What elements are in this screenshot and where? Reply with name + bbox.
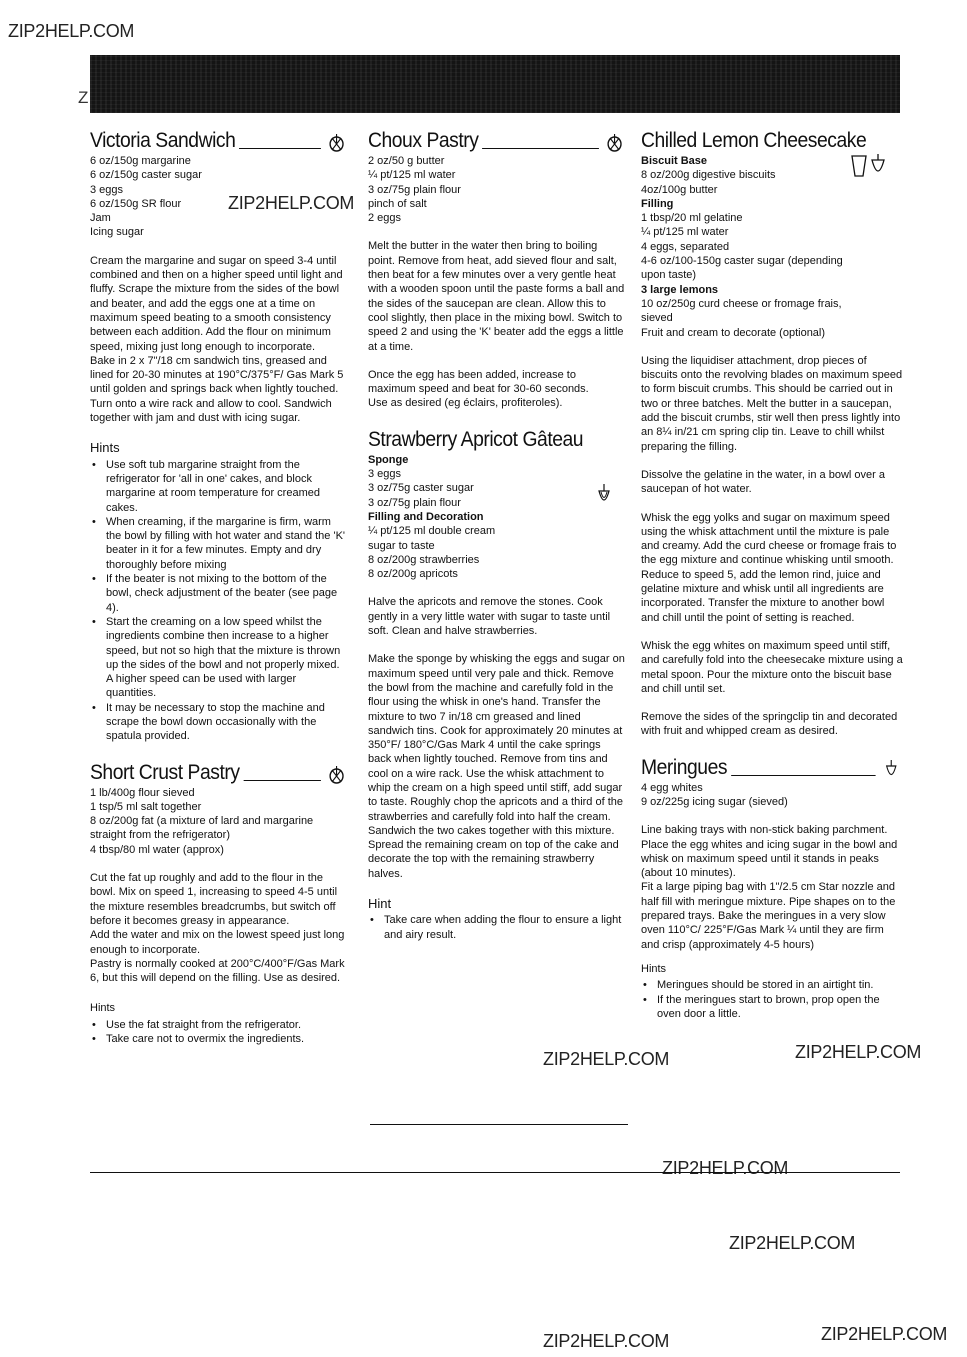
liquidiser-icon <box>848 152 892 180</box>
ingredient: 8 oz/200g strawberries <box>368 553 480 566</box>
watermark: ZIP2HELP.COM <box>729 1233 856 1253</box>
method-paragraph: Fit a large piping bag with 1"/2.5 cm Star nozzle and half fill with meringue mixture. Pipe shapes on to the prepared trays. Bake the meringues in a very slow oven 110°C/ 225°F/Gas Mark ¼ until they are firm and crisp (approximately 4-5 hours) <box>641 881 896 951</box>
recipe-title-shortcrust: Short Crust Pastry <box>90 760 346 786</box>
ingredient: 2 eggs <box>368 212 402 225</box>
hints-list <box>90 1018 348 1047</box>
ingredient: 1 tbsp/20 ml gelatine <box>641 212 743 225</box>
divider <box>370 1124 628 1125</box>
watermark: ZIP2HELP.COM <box>821 1324 948 1344</box>
ingredient: straight from the refrigerator) <box>90 829 230 842</box>
ingredient: 6 oz/150g SR flour <box>90 197 182 210</box>
method-paragraph: Use as desired (eg éclairs, profiteroles). <box>368 397 563 410</box>
ingredient-heading: Sponge <box>368 453 409 466</box>
ingredient: 3 large lemons <box>641 283 719 296</box>
ingredient-list <box>641 781 903 810</box>
ingredient: 3 oz/75g caster sugar <box>368 482 474 495</box>
mixer-icon <box>326 764 346 786</box>
recipe-title-victoria: Victoria Sandwich <box>90 128 346 154</box>
hints-heading: Hints <box>90 1002 116 1015</box>
method-paragraph: Bake in 2 x 7"/18 cm sandwich tins, greased and lined for 20-30 minutes at 190°C/375°F/ Gas Mark 5 until golden and springs back when lightly touched. Turn onto a wire rack and allow to cool. Sandwich together with jam and dust with icing sugar. <box>90 354 344 425</box>
ingredient: Icing sugar <box>90 226 144 239</box>
ingredient: 2 oz/50 g butter <box>368 155 445 167</box>
ingredient: upon taste) <box>641 269 697 282</box>
hints-list <box>641 978 903 1021</box>
ingredient: sugar to taste <box>368 539 435 552</box>
method-paragraph: Cream the margarine and sugar on speed 3-4 until combined and then on a higher speed until light and fluffy. Scrape the mixture from the sides of the bowl and beater, and add the eggs one at a time on maximum speed beating to a smooth consistency between each addition. Add the flour on minimum speed, mixing just long enough to incorporate. <box>90 254 343 353</box>
ingredient: 3 eggs <box>90 183 124 196</box>
method-paragraph: Add the water and mix on the lowest speed just long enough to incorporate. <box>90 929 345 956</box>
method-paragraph: Pastry is normally cooked at 200°C/400°F/Gas Mark 6, but this will depend on the filling. Use as desired. <box>90 957 345 985</box>
ingredient-heading: Filling <box>641 197 674 210</box>
method-paragraph: Melt the butter in the water then bring to boiling point. Remove from heat, add sieved flour and salt, then beat for a few minutes over a very gentle heat with a wooden spoon until the paste forms a ball and the sides of the saucepan are clean. Allow this to cool slightly, then place in the mixing bowl. Switch to speed 2 and using the 'K' beater add the eggs a little at a time. <box>368 240 625 353</box>
hint-item: • If the meringues start to brown, prop open the oven door a little. <box>641 993 903 1022</box>
hint-item: • Take care not to overmix the ingredients. <box>90 1032 348 1046</box>
ingredient-heading: Filling and Decoration <box>368 510 484 523</box>
ingredient-list <box>90 154 348 240</box>
hint-item: • Start the creaming on a low speed whilst the ingredients combine then increase to a higher speed, but not so high that the mixture is thrown up the sides of the bowl and not properly mixed. A higher speed can be used with larger quantities. <box>90 615 348 701</box>
ingredient-heading: Biscuit Base <box>641 155 708 167</box>
ingredient: pinch of salt <box>368 197 427 210</box>
ingredient: Jam <box>90 212 111 225</box>
ingredient: ¼ pt/125 ml water <box>641 226 729 239</box>
hint-item: • When creaming, if the margarine is firm, warm the bowl by filling with hot water and stand the 'K' beater in it for a few minutes. Empty and dry thoroughly before mixing <box>90 515 348 572</box>
ingredient: 9 oz/225g icing sugar (sieved) <box>641 795 788 808</box>
ingredient-list <box>90 786 348 857</box>
ingredient: sieved <box>641 312 673 325</box>
column-left <box>90 128 348 1046</box>
ingredient: 4-6 oz/100-150g caster sugar (depending <box>641 255 843 268</box>
method-paragraph: Dissolve the gelatine in the water, in a bowl over a saucepan of hot water. <box>641 468 885 496</box>
ingredient: 6 oz/150g caster sugar <box>90 169 202 182</box>
column-right <box>641 128 903 1021</box>
ingredient: 1 lb/400g flour sieved <box>90 786 195 799</box>
ingredient: 3 oz/75g plain flour <box>368 183 461 196</box>
recipe-title-gateau: Strawberry Apricot Gâteau <box>368 427 584 451</box>
method-paragraph: Halve the apricots and remove the stones. Cook gently in a very little water with sugar to taste until soft. Clean and halve strawberries. <box>368 596 611 638</box>
ingredient-list <box>368 453 626 582</box>
ingredient: Fruit and cream to decorate (optional) <box>641 326 826 339</box>
method-paragraph: Line baking trays with non-stick baking parchment. Place the egg whites and icing sugar in the bowl and whisk on maximum speed until it stands in peaks (about 10 minutes). <box>641 824 898 880</box>
watermark: ZIP2HELP.COM <box>543 1049 670 1069</box>
hint-heading: Hint <box>368 896 392 912</box>
recipe-title-cheesecake: Chilled Lemon Cheesecake <box>641 129 867 152</box>
ingredient-list <box>368 154 626 225</box>
whisk-icon <box>594 483 614 507</box>
divider <box>90 1172 900 1173</box>
hint-item: • Take care when adding the flour to ensure a light and airy result. <box>368 913 626 942</box>
watermark: ZIP2HELP.COM <box>543 1331 670 1351</box>
ingredient: 6 oz/150g margarine <box>90 155 191 167</box>
watermark: ZIP2HELP.COM <box>8 21 135 41</box>
hint-item: • Use the fat straight from the refrigerator. <box>90 1018 348 1032</box>
method-paragraph: Whisk the egg whites on maximum speed until stiff, and carefully fold into the cheesecake mixture using a metal spoon. Pour the mixture onto the biscuit base and chill until set. <box>641 639 903 695</box>
method-paragraph: Using the liquidiser attachment, drop pieces of biscuits onto the revolving blades on maximum speed to form biscuit crumbs. This should be carried out in two or three batches. Melt the butter in a saucepan, add the biscuit crumbs, stir well then press lightly into an 8¼ in/21 cm spring clip tin. Leave to chill whilst preparing the filling. <box>641 354 903 453</box>
ingredient: 1 tsp/5 ml salt together <box>90 800 202 813</box>
hints-list <box>90 458 348 744</box>
hints-list <box>368 913 626 942</box>
ingredient: 8 oz/200g digestive biscuits <box>641 169 776 182</box>
watermark: ZIP2HELP.COM <box>662 1158 789 1178</box>
recipe-title-choux: Choux Pastry <box>368 128 624 154</box>
method-paragraph: Whisk the egg yolks and sugar on maximum speed using the whisk attachment until the mixture is pale and creamy. Add the curd cheese or fromage frais to the egg mixture and continue whisking until smooth. Reduce to speed 5, add the lemon rind, juice and gelatine mixture and whisk until all ingredients are incorporated. Transfer the mixture to another bowl and chill until the point of setting is reached. <box>641 511 897 624</box>
mixer-icon <box>604 132 624 154</box>
header-banner <box>90 55 900 113</box>
hints-heading: Hints <box>641 962 667 975</box>
mixer-icon <box>326 132 346 154</box>
ingredient: 8 oz/200g fat (a mixture of lard and margarine <box>90 815 314 828</box>
ingredient: 3 eggs <box>368 468 402 481</box>
ingredient: 4 eggs, separated <box>641 240 730 253</box>
banner-letter: Z <box>78 88 89 107</box>
ingredient: 4oz/100g butter <box>641 183 718 196</box>
recipe-title-meringues: Meringues <box>641 755 901 781</box>
ingredient: ¼ pt/125 ml water <box>368 169 456 182</box>
ingredient: 10 oz/250g curd cheese or fromage frais, <box>641 297 842 310</box>
ingredient-list <box>641 154 903 340</box>
column-middle <box>368 128 626 942</box>
method-paragraph: Remove the sides of the springclip tin and decorated with fruit and whipped cream as desired. <box>641 711 898 738</box>
ingredient: 4 tbsp/80 ml water (approx) <box>90 843 224 856</box>
ingredient: 3 oz/75g plain flour <box>368 496 461 509</box>
hint-item: • Use soft tub margarine straight from the refrigerator for 'all in one' cakes, and block margarine at room temperature for creamed cakes. <box>90 458 348 515</box>
ingredient: ¼ pt/125 ml double cream <box>368 525 496 538</box>
method-paragraph: Make the sponge by whisking the eggs and sugar on maximum speed until very pale and thick. Remove the bowl from the machine and carefully fold in the flour using the whisk in one's hand. Transfer the mixture to two 7 in/18 cm greased and lined sandwich tins. Cook for approximately 20 minutes at 350°F/ 180°C/Gas Mark 4 until the cake springs back when lightly touched. Remove from tins and cool on a wire rack. Use the whisk attachment to whip the cream on a high speed until stiff, add sugar to taste. Roughly chop the apricots and a third of the strawberries and carefully fold into half the cream. Sandwich the two cakes together with this mixture. Spread the remaining cream on top of the cake and decorate the top with the remaining strawberry halves. <box>368 653 625 880</box>
ingredient: 4 egg whites <box>641 781 703 794</box>
watermark: ZIP2HELP.COM <box>228 193 355 213</box>
whisk-icon <box>881 759 901 781</box>
hint-item: • It may be necessary to stop the machine and scrape the bowl down occasionally with the spatula provided. <box>90 701 348 744</box>
hints-heading: Hints <box>90 440 120 456</box>
method-paragraph: Cut the fat up roughly and add to the flour in the bowl. Mix on speed 1, increasing to speed 4-5 until the mixture resembles breadcrumbs, but switch off before it becomes greasy in appearance. <box>90 872 338 927</box>
method-paragraph: Once the egg has been added, increase to maximum speed and beat for 30-60 seconds. <box>368 368 589 396</box>
hint-item: • If the beater is not mixing to the bottom of the bowl, check adjustment of the beater (see page 4). <box>90 572 348 615</box>
watermark: ZIP2HELP.COM <box>795 1042 922 1062</box>
hint-item: • Meringues should be stored in an airtight tin. <box>641 978 903 992</box>
ingredient: 8 oz/200g apricots <box>368 568 458 581</box>
